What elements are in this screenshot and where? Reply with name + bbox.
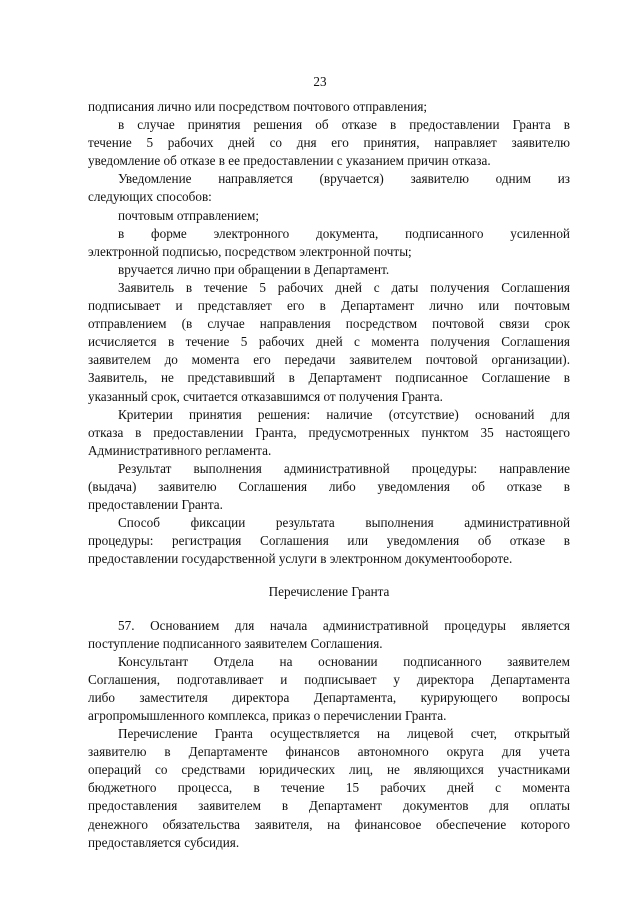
text-line: 57. Основанием для начала административной процедуры является: [118, 617, 570, 633]
text-line: агропромышленного комплекса, приказ о перечислении Гранта.: [88, 708, 447, 723]
text-line: либо заместителя директора Департамента, курирующего вопросы: [88, 689, 570, 705]
text-line: бюджетного процесса, в течение 15 рабочих дней с момента: [88, 780, 570, 796]
text-line: Заявитель, не представивший в Департамент подписанное Соглашение в: [88, 370, 570, 386]
text-line: Административного регламента.: [88, 442, 272, 458]
text-line: вручается лично при обращении в Департамент.: [118, 261, 390, 277]
text-line: Перечисление Гранта осуществляется на лицевой счет, открытый: [118, 726, 570, 742]
text-line: исчисляется в течение 5 рабочих дней с момента получения Соглашения: [88, 334, 570, 350]
text-line: операций со средствами юридических лиц, не являющихся участниками: [88, 762, 570, 778]
text-line: предоставления заявителем в Департамент документов для оплаты: [88, 798, 570, 814]
text-line: Уведомление направляется (вручается) заявителю одним из: [118, 171, 570, 187]
text-line: указанный срок, считается отказавшимся от получения Гранта.: [88, 388, 443, 404]
spacer: [88, 602, 570, 617]
text-line: в случае принятия решения об отказе в предоставлении Гранта в: [118, 117, 570, 133]
text-line: Заявитель в течение 5 рабочих дней с даты получения Соглашения: [118, 279, 570, 295]
text-line: следующих способов:: [88, 189, 212, 205]
text-line: Результат выполнения административной процедуры: направление: [118, 460, 570, 476]
page-body: [88, 98, 570, 852]
text-line: почтовым отправлением;: [118, 207, 260, 223]
text-line: денежного обязательства заявителя, на финансовое обеспечение которого: [88, 816, 570, 832]
text-line: отказа в предоставлении Гранта, предусмотренных пунктом 35 настоящего: [88, 424, 570, 440]
section-heading: Перечисление Гранта: [268, 584, 390, 600]
page-number: 23: [313, 74, 327, 89]
text-line: подписывает и представляет его в Департамент лично или почтовым: [88, 298, 570, 314]
text-line: Критерии принятия решения: наличие (отсутствие) оснований для: [118, 406, 570, 422]
text-line: электронной подписью, посредством электронной почты;: [88, 243, 412, 259]
text-line: течение 5 рабочих дней со дня его принятия, направляет заявителю: [88, 135, 570, 151]
text-line: уведомление об отказе в ее предоставлении с указанием причин отказа.: [88, 153, 491, 169]
text-line: в форме электронного документа, подписанного усиленной: [118, 225, 570, 241]
text-line: Способ фиксации результата выполнения административной: [118, 515, 570, 531]
text-line: Соглашения, подготавливает и подписывает у директора Департамента: [88, 671, 570, 687]
text-line: предоставлении государственной услуги в электронном документообороте.: [88, 551, 513, 567]
text-line: предоставлении Гранта.: [88, 497, 223, 513]
text-line: Консультант Отдела на основании подписанного заявителем: [118, 653, 570, 669]
text-line: подписания лично или посредством почтового отправления;: [88, 99, 428, 114]
text-line: процедуры: регистрация Соглашения или уведомления об отказе в: [88, 533, 570, 549]
text-line: предоставляется субсидия.: [88, 834, 240, 850]
text-line: (выдача) заявителю Соглашения либо уведомления об отказе в: [88, 478, 570, 494]
text-line: заявителем до момента его передачи заявителем почтовой организации).: [88, 352, 570, 368]
spacer: [88, 568, 570, 583]
text-line: отправлением (в случае направления посредством почтовой связи срок: [88, 316, 570, 332]
text-line: поступление подписанного заявителем Соглашения.: [88, 635, 383, 651]
text-line: заявителю в Департаменте финансов автономного округа для учета: [88, 744, 570, 760]
